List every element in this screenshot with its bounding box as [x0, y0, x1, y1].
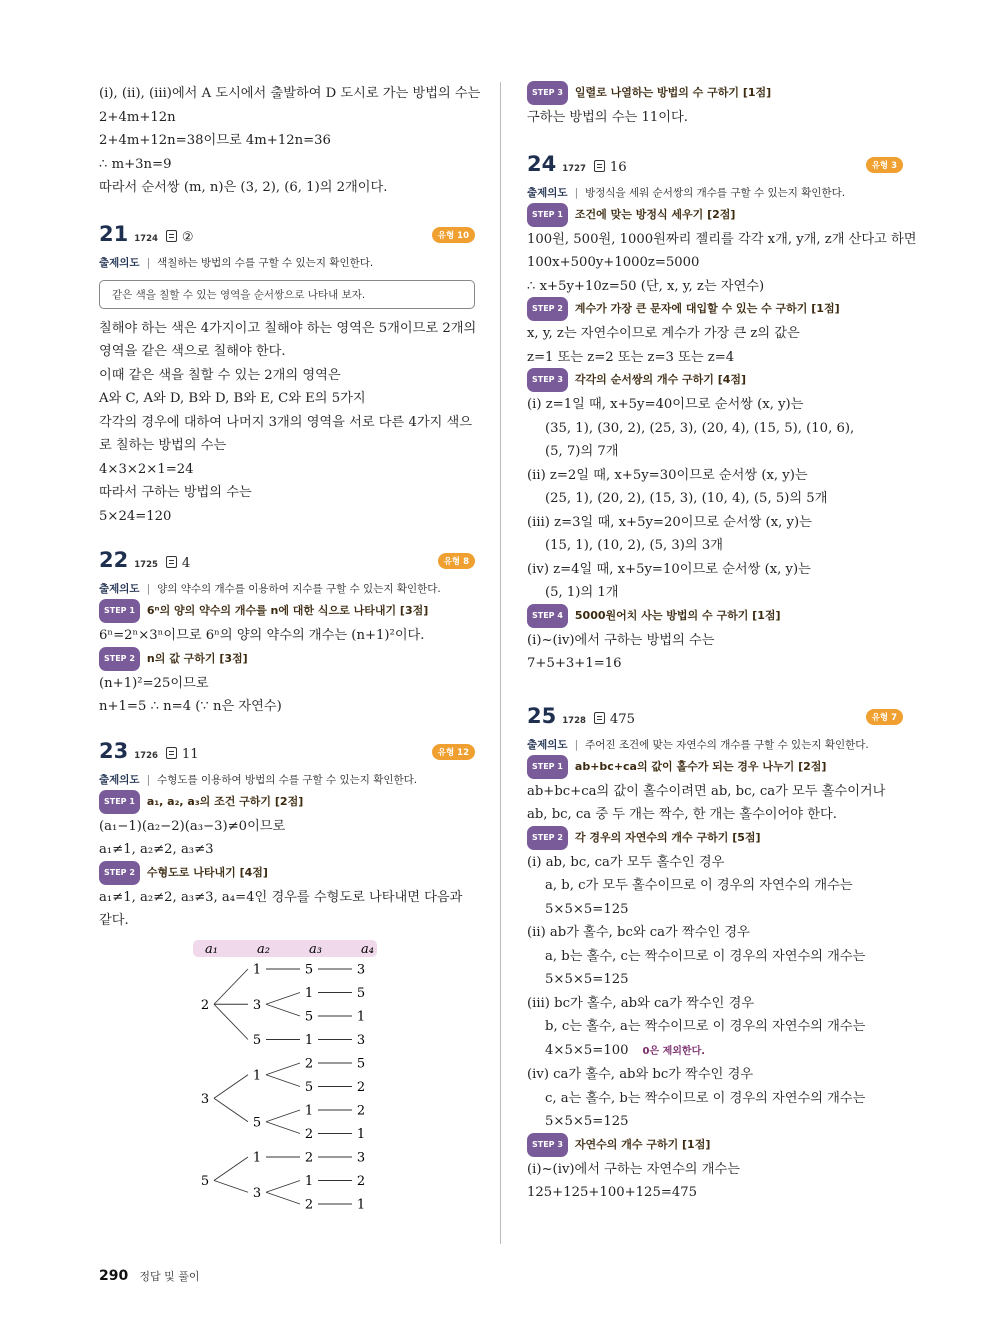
- step-title: 조건에 맞는 방정식 세우기 [2점]: [574, 207, 736, 221]
- tree-branch: [266, 992, 300, 1004]
- intent-line: 출제의도 | 수형도를 이용하여 방법의 수를 구할 수 있는지 확인한다.: [99, 773, 418, 786]
- question-header: [99, 739, 475, 769]
- question-header: [99, 548, 475, 578]
- type-badge: 유형 7: [866, 709, 903, 725]
- text-line: 구하는 방법의 수는 11이다.: [527, 110, 688, 125]
- question-header: [527, 704, 903, 734]
- text-line: 100x+500y+1000z=5000: [527, 255, 700, 270]
- intent-line: 출제의도 | 양의 약수의 개수를 이용하여 지수를 구할 수 있는지 확인한다.: [99, 583, 441, 595]
- text-line: n+1=5 ∴ n=4 (∵ n은 자연수): [99, 699, 282, 714]
- tree-node: 1: [304, 1173, 314, 1189]
- tree-node: 3: [356, 1032, 366, 1048]
- question-22: [99, 548, 475, 719]
- step-heading: [527, 827, 903, 851]
- text-line: [527, 1039, 903, 1064]
- step-heading: [527, 298, 903, 322]
- question-answer: ②: [181, 229, 194, 245]
- type-badge: 유형 10: [432, 227, 475, 243]
- tree-node: 5: [200, 1173, 210, 1189]
- step-badge: STEP 3: [527, 81, 568, 105]
- step-badge: STEP 2: [99, 647, 140, 671]
- text-line: 125+125+100+125=475: [527, 1185, 698, 1200]
- text-line: 7+5+3+1=16: [527, 656, 622, 671]
- tree-node: 2: [356, 1079, 366, 1095]
- tree-node: 2: [356, 1103, 366, 1118]
- step-badge: STEP 2: [527, 297, 568, 321]
- tree-node: 1: [356, 1197, 366, 1212]
- text-line: 로 칠하는 방법의 수는: [99, 438, 227, 453]
- text-line: (5, 7)의 7개: [545, 444, 619, 459]
- text-line: a, b, c가 모두 홀수이므로 이 경우의 자연수의 개수는: [545, 878, 853, 893]
- step-badge: STEP 3: [527, 368, 568, 392]
- tree-node: 5: [356, 1056, 366, 1071]
- step-title: ab+bc+ca의 값이 홀수가 되는 경우 나누기 [2점]: [574, 759, 827, 773]
- tree-header-band: [193, 940, 377, 957]
- step-title: 자연수의 개수 구하기 [1점]: [574, 1137, 711, 1151]
- step-title: 5000원어치 사는 방법의 수 구하기 [1점]: [574, 608, 781, 622]
- step-badge: STEP 1: [527, 755, 568, 779]
- text-line: (25, 1), (20, 2), (15, 3), (10, 4), (5, 5)의 5개: [545, 491, 828, 506]
- intent-text: 주어진 조건에 맞는 자연수의 개수를 구할 수 있는지 확인한다.: [585, 738, 869, 751]
- tree-header: a₄: [361, 941, 374, 957]
- tree-node: 3: [200, 1091, 210, 1107]
- note-zero-excluded: 0은 제외한다.: [642, 1045, 706, 1057]
- text-line: 영역을 같은 색으로 칠해야 한다.: [99, 344, 286, 359]
- tree-node: 2: [356, 1173, 366, 1189]
- tree-header: a₂: [257, 941, 270, 957]
- text-line: (ⅳ) z=4일 때, x+5y=10이므로 순서쌍 (x, y)는: [527, 561, 811, 577]
- intent-label: 출제의도: [99, 256, 140, 269]
- text-line: (ⅲ) z=3일 때, x+5y=20이므로 순서쌍 (x, y)는: [527, 514, 812, 530]
- tree-node: 5: [356, 985, 366, 1001]
- question-id: 1725: [134, 560, 158, 570]
- text-line: 따라서 구하는 방법의 수는: [99, 485, 252, 500]
- tree-branch: [266, 1063, 300, 1075]
- text-line: a₁≠1, a₂≠2, a₃≠3: [99, 842, 214, 857]
- intent-label: 출제의도: [527, 186, 568, 199]
- right-column: [527, 82, 917, 1205]
- text-line: (ⅱ) ab가 홀수, bc와 ca가 짝수인 경우: [527, 925, 750, 940]
- question-header: [527, 152, 903, 182]
- text-line: ab, bc, ca 중 두 개는 짝수, 한 개는 홀수이어야 한다.: [527, 807, 837, 822]
- tree-branch: [266, 1110, 300, 1122]
- tree-node: 1: [304, 985, 314, 1001]
- tree-node: 1: [252, 962, 262, 977]
- question-21: [99, 222, 475, 529]
- text-line: 2+4m+12n=38이므로 4m+12n=36: [99, 133, 331, 148]
- tree-node: 2: [304, 1197, 314, 1212]
- question-answer: 4: [181, 556, 191, 571]
- type-badge: 유형 3: [866, 157, 903, 173]
- tree-node: 1: [356, 1126, 366, 1142]
- answer-icon: [166, 556, 177, 568]
- intent-line: 출제의도 | 주어진 조건에 맞는 자연수의 개수를 구할 수 있는지 확인한다.: [527, 738, 869, 751]
- answer-icon: [166, 747, 177, 759]
- type-badge: 유형 12: [432, 744, 475, 760]
- text-line: 6ⁿ=2ⁿ×3ⁿ이므로 6ⁿ의 양의 약수의 개수는 (n+1)²이다.: [99, 628, 425, 643]
- question-number: 22: [99, 548, 129, 572]
- text-line: (5, 1)의 1개: [545, 585, 619, 600]
- intent-text: 수형도를 이용하여 방법의 수를 구할 수 있는지 확인한다.: [157, 773, 418, 786]
- step-title: n의 값 구하기 [3점]: [146, 651, 248, 665]
- question-answer: 16: [609, 159, 627, 175]
- tree-node: 2: [304, 1150, 314, 1165]
- tree-branch: [214, 1004, 248, 1039]
- intent-line: 출제의도 | 방정식을 세워 순서쌍의 개수를 구할 수 있는지 확인한다.: [527, 186, 846, 199]
- text-line: 5×5×5=125: [545, 901, 629, 917]
- tree-node: 2: [304, 1056, 314, 1071]
- question-answer: 475: [609, 711, 636, 727]
- tree-node: 1: [304, 1032, 314, 1048]
- tree-node: 3: [356, 1150, 366, 1165]
- text-line: (ⅰ)~(ⅳ)에서 구하는 방법의 수는: [527, 632, 715, 648]
- answer-icon: [166, 230, 177, 242]
- text-line: ab+bc+ca의 값이 홀수이려면 ab, bc, ca가 모두 홀수이거나: [527, 783, 886, 799]
- text-span: 4×5×5=100: [545, 1042, 629, 1058]
- tree-header: a₁: [205, 941, 218, 957]
- tree-branch: [266, 1180, 300, 1192]
- text-line: 이때 같은 색을 칠할 수 있는 2개의 영역은: [99, 367, 341, 383]
- step-badge: STEP 4: [527, 604, 568, 628]
- question-25: [527, 704, 903, 1205]
- tree-node: 5: [304, 1009, 314, 1024]
- text-line: 5×24=120: [99, 508, 172, 524]
- tree-node: 3: [252, 1185, 262, 1201]
- step-heading: [527, 369, 903, 393]
- text-line: (a₁−1)(a₂−2)(a₃−3)≠0이므로: [99, 818, 286, 834]
- intro-block: [99, 82, 481, 200]
- tree-branch: [266, 1121, 300, 1133]
- tree-node: 3: [356, 962, 366, 977]
- text-line: 5×5×5=125: [545, 972, 629, 987]
- text-line: 칠해야 하는 색은 4가지이고 칠해야 하는 영역은 5개이므로 2개의: [99, 320, 477, 336]
- intent-label: 출제의도: [99, 773, 140, 786]
- question-answer: 11: [181, 746, 199, 762]
- step-title: a₁, a₂, a₃의 조건 구하기 [2점]: [146, 794, 304, 808]
- question-header: [99, 222, 475, 252]
- intent-text: 방정식을 세워 순서쌍의 개수를 구할 수 있는지 확인한다.: [585, 186, 846, 199]
- text-line: z=1 또는 z=2 또는 z=3 또는 z=4: [527, 349, 735, 365]
- page-section-label: 정답 및 풀이: [139, 1270, 200, 1283]
- text-line: (15, 1), (10, 2), (5, 3)의 3개: [545, 538, 723, 553]
- text-line: x, y, z는 자연수이므로 계수가 가장 큰 z의 값은: [527, 326, 800, 341]
- step-heading: [527, 204, 903, 228]
- tree-branch: [266, 1004, 300, 1016]
- text-line: 따라서 순서쌍 (m, n)은 (3, 2), (6, 1)의 2개이다.: [99, 180, 388, 195]
- answer-icon: [594, 160, 605, 172]
- question-number: 25: [527, 703, 557, 728]
- tree-branch: [266, 1074, 300, 1086]
- question-id: 1728: [562, 715, 586, 726]
- page-footer: [99, 1265, 199, 1284]
- question-24: [527, 151, 917, 676]
- intent-text: 양의 약수의 개수를 이용하여 지수를 구할 수 있는지 확인한다.: [157, 583, 441, 595]
- tree-branch: [214, 969, 248, 1004]
- step-badge: STEP 2: [99, 861, 140, 885]
- text-line: 같다.: [99, 913, 129, 928]
- text-line: (ⅰ) z=1일 때, x+5y=40이므로 순서쌍 (x, y)는: [527, 397, 804, 412]
- step-title: 수형도로 나타내기 [4점]: [146, 865, 268, 879]
- tree-node: 5: [252, 1114, 262, 1130]
- question-number: 21: [99, 221, 129, 246]
- step-heading: [527, 82, 903, 106]
- question-id: 1726: [134, 750, 158, 761]
- step-badge: STEP 1: [99, 790, 140, 814]
- type-badge: 유형 8: [438, 553, 475, 569]
- question-23: [99, 739, 475, 1227]
- answer-icon: [594, 712, 605, 724]
- step-title: 일렬로 나열하는 방법의 수 구하기 [1점]: [574, 86, 772, 99]
- tree-node: 3: [252, 997, 262, 1013]
- tree-branch: [214, 1074, 248, 1098]
- step-title: 각각의 순서쌍의 개수 구하기 [4점]: [574, 373, 747, 386]
- left-column: [99, 82, 481, 1227]
- text-line: c, a는 홀수, b는 짝수이므로 이 경우의 자연수의 개수는: [545, 1090, 866, 1106]
- step-badge: STEP 1: [99, 599, 140, 623]
- text-line: 4×3×2×1=24: [99, 461, 194, 477]
- step-badge: STEP 2: [527, 826, 568, 850]
- tree-node: 1: [252, 1150, 262, 1165]
- step-heading: [99, 600, 475, 624]
- text-line: (ⅲ) bc가 홀수, ab와 ca가 짝수인 경우: [527, 995, 755, 1011]
- column-divider: [500, 82, 501, 1244]
- tree-branch: [214, 1180, 248, 1192]
- text-line: 100원, 500원, 1000원짜리 젤리를 각각 x개, y개, z개 산다고 하면: [527, 231, 917, 247]
- tree-node: 1: [304, 1103, 314, 1118]
- step-badge: STEP 3: [527, 1133, 568, 1157]
- text-line: (ⅰ), (ⅱ), (ⅲ)에서 A 도시에서 출발하여 D 도시로 가는 방법의 수는: [99, 86, 481, 101]
- step-title: 계수가 가장 큰 문자에 대입할 수 있는 수 구하기 [1점]: [574, 302, 840, 315]
- tree-node: 2: [200, 997, 210, 1013]
- text-line: 2+4m+12n: [99, 109, 176, 125]
- step-heading: [527, 756, 903, 780]
- hint-box: 같은 색을 칠할 수 있는 영역을 순서쌍으로 나타내 보자.: [99, 280, 475, 309]
- text-line: ∴ m+3n=9: [99, 156, 172, 172]
- intent-label: 출제의도: [527, 738, 568, 751]
- tree-branch: [214, 1157, 248, 1181]
- question-23-step3: [527, 82, 903, 130]
- tree-header: a₃: [309, 941, 322, 957]
- tree-body: [201, 962, 365, 1212]
- tree-branch: [214, 1098, 248, 1122]
- tree-node: 2: [304, 1126, 314, 1142]
- text-line: (n+1)²=25이므로: [99, 675, 209, 691]
- tree-node: 5: [304, 1079, 314, 1095]
- text-line: ∴ x+5y+10z=50 (단, x, y, z는 자연수): [527, 278, 765, 294]
- step-heading: [99, 648, 475, 672]
- question-number: 24: [527, 151, 557, 176]
- page-number: 290: [99, 1268, 129, 1284]
- text-line: A와 C, A와 D, B와 D, B와 E, C와 E의 5가지: [99, 391, 366, 406]
- tree-node: 5: [252, 1032, 262, 1048]
- text-line: (ⅱ) z=2일 때, x+5y=30이므로 순서쌍 (x, y)는: [527, 467, 808, 483]
- tree-node: 1: [252, 1067, 262, 1083]
- intent-line: 출제의도 | 색칠하는 방법의 수를 구할 수 있는지 확인한다.: [99, 256, 374, 269]
- text-line: 5×5×5=125: [545, 1114, 629, 1129]
- text-line: b, c는 홀수, a는 짝수이므로 이 경우의 자연수의 개수는: [545, 1019, 866, 1034]
- text-line: (35, 1), (30, 2), (25, 3), (20, 4), (15, 5), (10, 6),: [545, 420, 855, 436]
- question-id: 1727: [562, 163, 586, 174]
- tree-node: 1: [356, 1009, 366, 1024]
- text-line: (ⅰ) ab, bc, ca가 모두 홀수인 경우: [527, 854, 725, 870]
- step-title: 6ⁿ의 양의 약수의 개수를 n에 대한 식으로 나타내기 [3점]: [146, 604, 429, 617]
- step-heading: [99, 791, 475, 815]
- step-badge: STEP 1: [527, 203, 568, 227]
- text-line: a, b는 홀수, c는 짝수이므로 이 경우의 자연수의 개수는: [545, 948, 866, 964]
- text-line: (ⅰ)~(ⅳ)에서 구하는 자연수의 개수는: [527, 1161, 740, 1177]
- tree-diagram: [99, 937, 475, 1227]
- intent-label: 출제의도: [99, 583, 140, 595]
- step-heading: [527, 1134, 903, 1158]
- step-heading: [99, 862, 475, 886]
- text-line: 각각의 경우에 대하여 나머지 3개의 영역을 서로 다른 4가지 색으: [99, 414, 472, 430]
- question-number: 23: [99, 738, 129, 763]
- intent-text: 색칠하는 방법의 수를 구할 수 있는지 확인한다.: [157, 256, 374, 269]
- step-heading: [527, 605, 903, 629]
- tree-node: 5: [304, 962, 314, 977]
- step-title: 각 경우의 자연수의 개수 구하기 [5점]: [574, 830, 761, 844]
- text-line: a₁≠1, a₂≠2, a₃≠3, a₄=4인 경우를 수형도로 나타내면 다음과: [99, 889, 463, 905]
- text-line: (ⅳ) ca가 홀수, ab와 bc가 짝수인 경우: [527, 1067, 754, 1082]
- question-id: 1724: [134, 233, 158, 244]
- tree-branch: [266, 1192, 300, 1204]
